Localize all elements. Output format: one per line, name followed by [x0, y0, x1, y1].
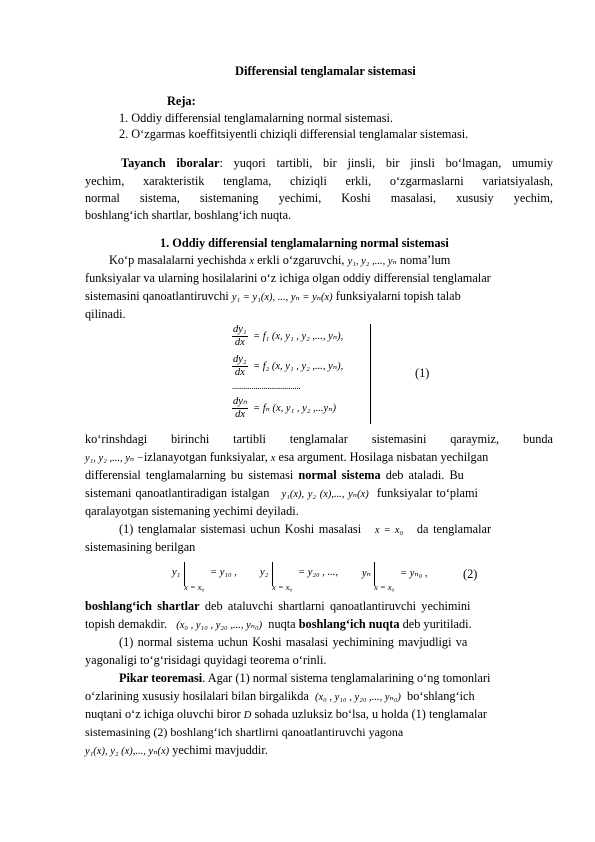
- eq3-numerator: dyₙ: [233, 396, 248, 407]
- reja-item-2: 2. O‘zgarmas koeffitsiyentli chiziqli differensial tenglamalar sistemasi.: [119, 127, 469, 141]
- theorem-line-1-text: . Agar (1) normal sistema tenglamalarining o‘ng tomonlari: [202, 671, 491, 685]
- p2-line-3: [85, 468, 464, 483]
- theorem-line-5-b: yechimi mavjuddir.: [172, 743, 268, 757]
- document-title: Differensial tenglamalar sistemasi: [235, 64, 416, 78]
- p2-line-2: [85, 450, 488, 465]
- normal-sistema-term: normal sistema: [298, 468, 381, 482]
- p5-line-1: (1) normal sistema uchun Koshi masalasi yechimining mavjudligi va: [119, 635, 468, 649]
- boshlangich-nuqta-term: boshlang‘ich nuqta: [298, 617, 400, 631]
- eq2-numerator: dy₂: [233, 354, 247, 365]
- ic3-term: yₙ: [362, 568, 371, 579]
- ic2-term: y₂: [260, 567, 269, 578]
- eq2-rhs: = f₂ (x, y₁ , y₂ ,..., yₙ),: [253, 361, 344, 372]
- p2-line-4-a: sistemani qanoatlantiradigan istalgan: [85, 486, 270, 500]
- boshlangich-shartlar-term: boshlang‘ich shartlar: [85, 599, 200, 613]
- p4-line-2-d: deb yuritiladi.: [402, 617, 472, 631]
- ic1-condition: x = x₀: [184, 582, 205, 592]
- p5-line-2: yagonaligi to‘g‘risidagi quyidagi teorema o‘rinli.: [85, 653, 327, 667]
- p1-line-1: [109, 253, 450, 268]
- keywords-line-3: normal sistema, sistemaning yechimi, Koshi masalasi, xususiy yechim,: [85, 191, 553, 205]
- p3-line-1-math: x = x₀: [374, 525, 404, 536]
- p2-line-1: ko‘rinshdagi birinchi tartibli tenglamalar sistemasini qaraymiz, bunda: [85, 432, 553, 446]
- p4-line-1: [85, 599, 470, 614]
- p1-vars: y₁, y₂ ,..., yₙ: [347, 256, 397, 267]
- reja-item-1: 1. Oddiy differensial tenglamalarning normal sistemasi.: [119, 111, 393, 125]
- theorem-line-2: [85, 689, 475, 704]
- keywords-line-4: boshlang‘ich shartlar, boshlang‘ich nuqta.: [85, 208, 292, 222]
- eq3-rhs: = fₙ (x, y₁ , y₂ ,...yₙ): [253, 403, 336, 414]
- theorem-domain-D: D: [243, 710, 252, 721]
- eq-dots: ...................................: [232, 381, 301, 391]
- p1-line-3-b: funksiyalarni topish talab: [335, 289, 461, 303]
- theorem-line-2-a: o‘zlarining xususiy hosilalari bilan birgalikda: [85, 689, 309, 703]
- section-1-heading: 1. Oddiy differensial tenglamalarning normal sistemasi: [160, 236, 449, 250]
- ic2-condition: x = x₀: [272, 582, 293, 592]
- theorem-line-3: [85, 707, 487, 722]
- theorem-line-4: sistemasining (2) boshlang‘ich shartlirni qanoatlantiruvchi yagona: [85, 725, 404, 739]
- p4-line-2-b: nuqta: [268, 617, 296, 631]
- ic3-value: = yₙ₀ ,: [400, 568, 428, 579]
- equation-label-2: (2): [463, 567, 478, 581]
- p2-line-3-c: deb ataladi. Bu: [385, 468, 464, 482]
- system-1-brace: [370, 324, 371, 424]
- p2-line-5: qaralayotgan sistemaning yechimi deyiladi.: [85, 504, 299, 518]
- p2-line-2-math: y₁, y₂ ,..., yₙ −: [85, 453, 144, 464]
- p4-line-2: [85, 617, 472, 632]
- eq1-denominator: dx: [234, 337, 245, 348]
- theorem-label: Pikar teoremasi: [119, 671, 203, 685]
- keywords-line-2: yechim, xarakteristik tenglama, chiziqli erkli, o‘zgarmaslarni variatsiyalash,: [85, 174, 553, 188]
- ic3-condition: x = x₀: [374, 582, 395, 592]
- reja-heading: Reja:: [167, 94, 196, 108]
- p1-text-b: erkli o‘zgaruvchi,: [257, 253, 345, 267]
- p1-line-2: funksiyalar va ularning hosilalarini o‘z ichiga olgan oddiy differensial tenglamalar: [85, 271, 491, 285]
- equation-label-1: (1): [415, 366, 430, 380]
- eq1-fraction: [232, 324, 248, 349]
- theorem-line-5-math: y₁(x), y₂ (x),..., yₙ(x): [85, 746, 170, 757]
- p2-line-4-math: y₁(x), y₂ (x),..., yₙ(x): [281, 489, 369, 500]
- p1-line-3-math: y₁ = y₁(x), ..., yₙ = yₙ(x): [231, 292, 333, 303]
- keywords-text-1: : yuqori tartibli, bir jinsli, bir jinsli bo‘lmagan, umumiy: [219, 156, 554, 170]
- keywords-label: Tayanch iboralar: [121, 156, 220, 170]
- p4-line-1-b: deb ataluvchi shartlarni qanoatlantiruvchi yechimini: [204, 599, 471, 613]
- p3-line-2: sistemasining berilgan: [85, 540, 196, 554]
- p3-line-1-a: (1) tenglamalar sistemasi uchun Koshi masalasi: [119, 522, 362, 536]
- eq1-numerator: dy₁: [233, 324, 247, 335]
- p2-line-2-a: izlanayotgan funksiyalar,: [143, 450, 268, 464]
- theorem-line-1: [119, 671, 490, 686]
- eq2-denominator: dx: [234, 367, 245, 378]
- p3-line-1-b: da tenglamalar: [416, 522, 492, 536]
- p1-text-c: noma’lum: [399, 253, 451, 267]
- p3-line-1: [119, 522, 491, 537]
- eq2-fraction: [232, 354, 248, 379]
- p2-line-3-a: differensial tenglamalarning bu sistemasi: [85, 468, 294, 482]
- p2-line-2-x: x: [270, 453, 276, 464]
- eq3-denominator: dx: [235, 409, 246, 420]
- p2-line-4: [85, 486, 478, 501]
- p1-line-4: qilinadi.: [85, 307, 126, 321]
- keywords-line-1: [121, 156, 553, 171]
- eq1-rhs: = f₁ (x, y₁ , y₂ ,..., yₙ),: [253, 331, 344, 342]
- theorem-line-5: [85, 743, 268, 758]
- p1-var-x: x: [249, 256, 255, 267]
- eq3-fraction: [232, 396, 248, 421]
- p1-line-3-a: sistemasini qanoatlantiruvchi: [85, 289, 229, 303]
- theorem-line-3-b: sohada uzluksiz bo‘lsa, u holda (1) tenglamalar: [254, 707, 488, 721]
- p1-text-a: Ko‘p masalalarni yechishda: [109, 253, 247, 267]
- ic2-value: = y₂₀ , ...,: [298, 567, 339, 578]
- theorem-line-3-a: nuqtani o‘z ichiga oluvchi biror: [85, 707, 241, 721]
- p4-line-2-math: (x₀ , y₁₀ , y₂₀ ,..., yₙ₀): [176, 620, 263, 631]
- p2-line-4-b: funksiyalar to‘plami: [376, 486, 478, 500]
- theorem-line-2-b: bo‘shlang‘ich: [407, 689, 475, 703]
- p4-line-2-a: topish demakdir.: [85, 617, 167, 631]
- p1-line-3: [85, 289, 461, 304]
- p2-line-2-b: esa argument. Hosilaga nisbatan yechilgan: [278, 450, 489, 464]
- theorem-line-2-math: (x₀ , y₁₀ , y₂₀ ,..., yₙ₀): [314, 692, 401, 703]
- ic1-term: y₁: [172, 567, 181, 578]
- ic1-value: = y₁₀ ,: [210, 567, 237, 578]
